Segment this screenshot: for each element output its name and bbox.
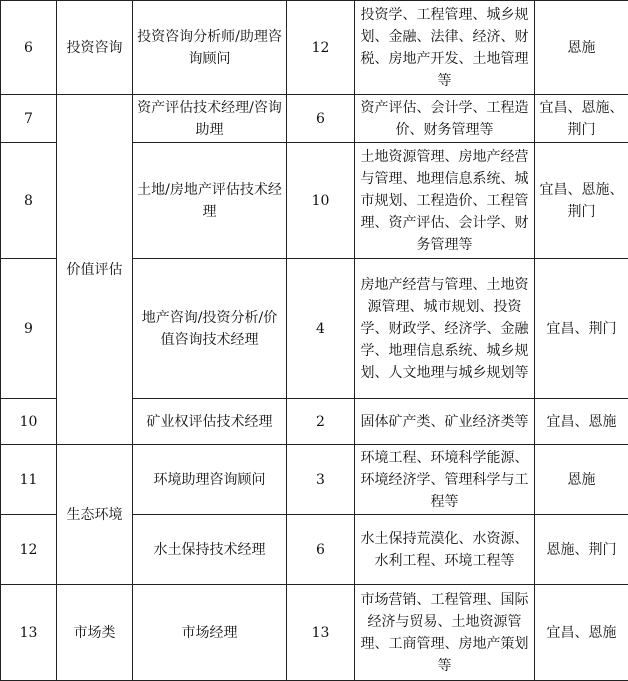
majors-cell: 房地产经营与管理、土地资源管理、城市规划、投资学、财政学、经济学、金融学、地理信息系统、城乡规划、人文地理与城乡规划等 (355, 259, 535, 399)
row-number: 10 (1, 399, 57, 445)
table-row (1, 1, 628, 95)
majors-cell: 固体矿产类、矿业经济类等 (355, 399, 535, 445)
row-number: 6 (1, 1, 57, 95)
headcount-cell: 6 (287, 95, 355, 143)
category-cell: 市场类 (57, 585, 133, 681)
category-cell: 投资咨询 (57, 1, 133, 95)
position-cell: 水土保持技术经理 (133, 515, 287, 585)
headcount-cell: 6 (287, 515, 355, 585)
position-cell: 地产咨询/投资分析/价值咨询技术经理 (133, 259, 287, 399)
majors-cell: 环境工程、环境科学能源、环境经济学、管理科学与工程等 (355, 445, 535, 515)
location-cell: 宜昌、恩施、荆门 (535, 143, 628, 259)
location-cell: 恩施、荆门 (535, 515, 628, 585)
position-cell: 市场经理 (133, 585, 287, 681)
position-cell: 土地/房地产评估技术经理 (133, 143, 287, 259)
headcount-cell: 4 (287, 259, 355, 399)
majors-cell: 水土保持荒漠化、水资源、水利工程、环境工程等 (355, 515, 535, 585)
headcount-cell: 3 (287, 445, 355, 515)
row-number: 12 (1, 515, 57, 585)
row-number: 11 (1, 445, 57, 515)
headcount-cell: 2 (287, 399, 355, 445)
table-row (1, 95, 628, 143)
location-cell: 恩施 (535, 445, 628, 515)
headcount-cell: 13 (287, 585, 355, 681)
majors-cell: 投资学、工程管理、城乡规划、金融、法律、经济、财税、房地产开发、土地管理等 (355, 1, 535, 95)
table-row (1, 585, 628, 681)
position-cell: 环境助理咨询顾问 (133, 445, 287, 515)
headcount-cell: 12 (287, 1, 355, 95)
majors-cell: 资产评估、会计学、工程造价、财务管理等 (355, 95, 535, 143)
headcount-cell: 10 (287, 143, 355, 259)
location-cell: 宜昌、荆门 (535, 259, 628, 399)
position-cell: 资产评估技术经理/咨询助理 (133, 95, 287, 143)
category-cell: 生态环境 (57, 445, 133, 585)
location-cell: 宜昌、恩施 (535, 399, 628, 445)
row-number: 9 (1, 259, 57, 399)
category-cell: 价值评估 (57, 95, 133, 445)
row-number: 7 (1, 95, 57, 143)
location-cell: 宜昌、恩施 (535, 585, 628, 681)
row-number: 13 (1, 585, 57, 681)
position-cell: 矿业权评估技术经理 (133, 399, 287, 445)
majors-cell: 土地资源管理、房地产经营与管理、地理信息系统、城市规划、工程造价、工程管理、资产评估、会计学、财务管理等 (355, 143, 535, 259)
row-number: 8 (1, 143, 57, 259)
position-cell: 投资咨询分析师/助理咨询顾问 (133, 1, 287, 95)
location-cell: 恩施 (535, 1, 628, 95)
location-cell: 宜昌、恩施、荆门 (535, 95, 628, 143)
majors-cell: 市场营销、工程管理、国际经济与贸易、土地资源管理、工商管理、房地产策划等 (355, 585, 535, 681)
table-row (1, 445, 628, 515)
